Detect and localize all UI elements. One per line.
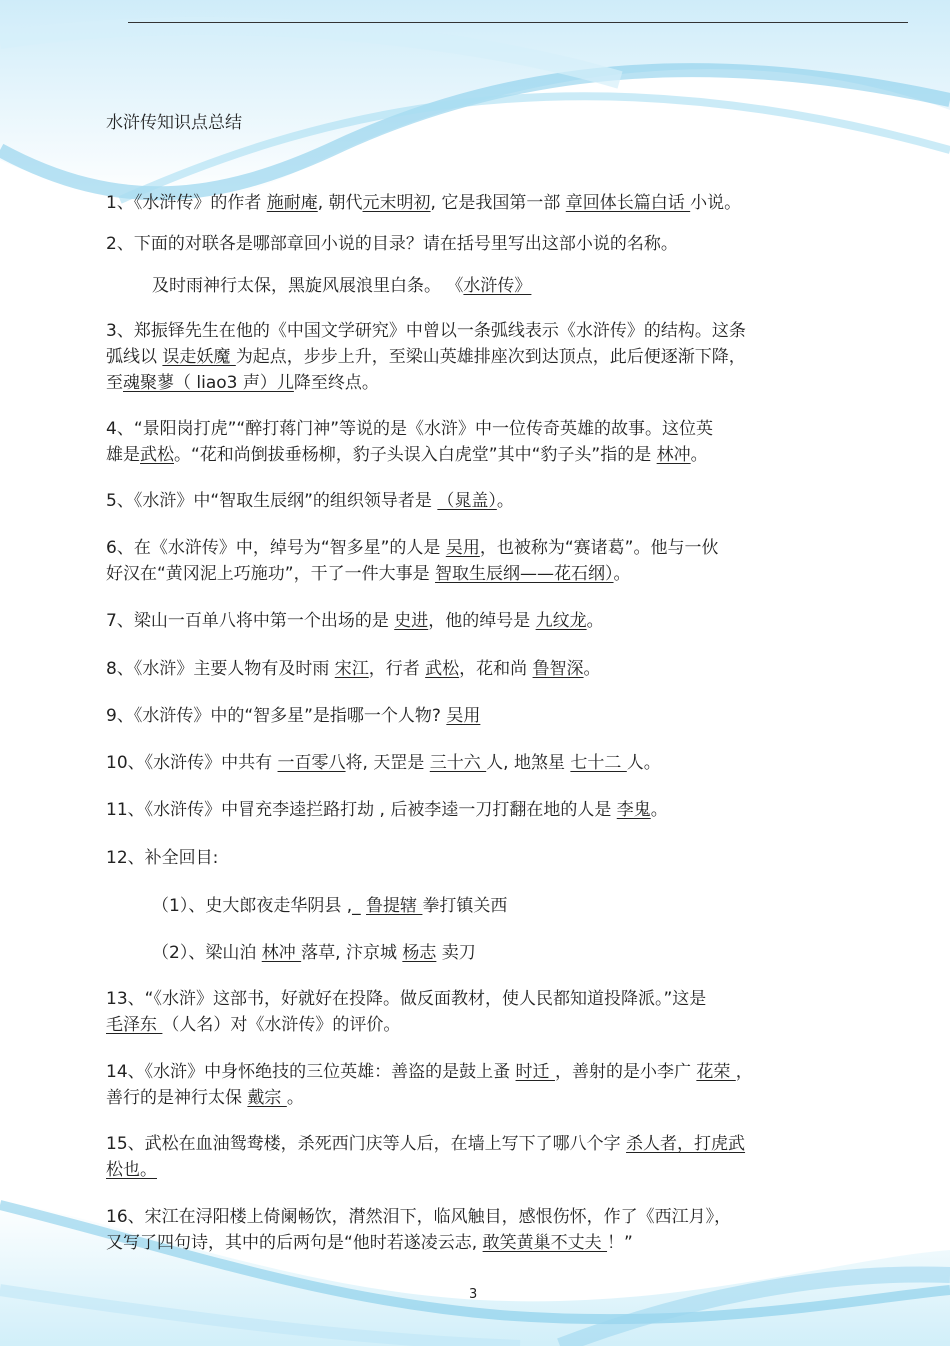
q6-text-2: ，也被称为“赛诸葛”。他与一伙 <box>479 538 719 558</box>
q7-answer-2: 九纹龙 <box>535 611 587 631</box>
question-10 <box>106 750 826 776</box>
q12a-answer: 鲁提辖 <box>366 896 423 916</box>
q16-line-1: 16、宋江在浔阳楼上倚阑畅饮，潸然泪下，临风触目，感恨伤怀，作了《西江月》， <box>106 1207 732 1227</box>
q8-text-2: ，行者 <box>368 659 426 679</box>
q10-text-4: 人。 <box>626 753 661 773</box>
question-2: 2、下面的对联各是哪部章回小说的目录？请在括号里写出这部小说的名称。 <box>106 234 678 254</box>
q6-text-3: 好汉在“黄冈泥上巧施功”，干了一件大事是 <box>106 564 436 584</box>
q12b-text-1: （2）、梁山泊 <box>152 943 262 963</box>
q15-line-2 <box>106 1157 826 1183</box>
q6-line-1 <box>106 535 826 561</box>
q14-answer-3: 戴宗 <box>247 1088 287 1108</box>
q2-answer: 水浒传》 <box>463 276 532 296</box>
question-4 <box>106 416 826 468</box>
q5-answer: （晁盖） <box>437 491 497 511</box>
q3-line-3 <box>106 370 826 396</box>
q3-text-3: 至 <box>106 373 123 393</box>
document-title: 水浒传知识点总结 <box>106 113 242 133</box>
q16-line-2 <box>106 1230 826 1256</box>
q12b-answer-1: 林冲 <box>261 943 302 963</box>
q14-text-3: ， <box>735 1062 753 1082</box>
q8-text-3: ，花和尚 <box>459 659 533 679</box>
q4-text-3: 。 <box>690 445 708 465</box>
q16-answer: 敢笑黄巢不丈夫 <box>482 1233 608 1253</box>
q3-answer-end: 魂聚蓼（ liao3 声）儿 <box>123 373 294 393</box>
q14-answer-1: 时迁 <box>515 1062 555 1082</box>
q3-text-2: 为起点，步步上升，至梁山英雄排座次到达顶点，此后便逐渐下降， <box>235 347 746 367</box>
q12a-text-2: 拳打镇关西 <box>422 896 508 916</box>
q7-text-2: ，他的绰号是 <box>428 611 536 631</box>
question-12-item-1 <box>152 893 872 919</box>
question-15 <box>106 1131 826 1183</box>
q15-answer-1: 杀人者，打虎武 <box>626 1134 746 1154</box>
q3-text-1: 弧线以 <box>106 347 163 367</box>
question-16 <box>106 1204 826 1256</box>
question-13 <box>106 986 826 1038</box>
q8-text-1: 8、《水浒》主要人物有及时雨 <box>106 659 335 679</box>
q12b-text-3: 卖刀 <box>436 943 476 963</box>
q3-text-4: 降至终点。 <box>293 373 379 393</box>
q11-answer: 李鬼 <box>616 800 651 820</box>
q15-answer-2: 松也。 <box>106 1160 157 1180</box>
q4-answer-1: 武松 <box>140 445 174 465</box>
q14-line-2 <box>106 1085 826 1111</box>
q15-text-1: 15、武松在血油鸳鸯楼，杀死西门庆等人后，在墙上写下了哪八个字 <box>106 1134 627 1154</box>
question-12-item-2 <box>152 940 872 966</box>
question-14 <box>106 1059 826 1111</box>
q1-text-3: , 它是我国第一部 <box>430 193 566 213</box>
q2-couplet-text: 及时雨神行太保，黑旋风展浪里白条。 《 <box>152 276 464 296</box>
q10-text-2: 将, 天罡是 <box>345 753 430 773</box>
q14-text-5: 。 <box>286 1088 304 1108</box>
q6-answer-1: 吴用 <box>445 538 480 558</box>
q16-text-1: 又写了四句诗，其中的后两句是“他时若遂凌云志, <box>106 1233 483 1253</box>
q1-text-1: 1、《水浒传》的作者 <box>106 193 267 213</box>
q10-text-1: 10、《水浒传》中共有 <box>106 753 278 773</box>
q11-text-1: 11、《水浒传》中冒充李逵拦路打劫 , 后被李逵一刀打翻在地的人是 <box>106 800 617 820</box>
q6-text-4: 。 <box>613 564 631 584</box>
q13-line-2 <box>106 1012 826 1038</box>
q1-answer-dynasty: 元末明初 <box>362 193 431 213</box>
q7-text-1: 7、梁山一百单八将中第一个出场的是 <box>106 611 395 631</box>
q3-line-1: 3、郑振铎先生在他的《中国文学研究》中曾以一条弧线表示《水浒传》的结构。这条 <box>106 321 746 341</box>
question-11 <box>106 797 826 823</box>
q4-text-1: 雄是 <box>106 445 140 465</box>
q11-text-2: 。 <box>650 800 668 820</box>
q1-answer-author: 施耐庵 <box>266 193 318 213</box>
q4-text-2: 。“花和尚倒拔垂杨柳，豹子头误入白虎堂”其中“豹子头”指的是 <box>174 445 657 465</box>
q13-line-1: 13、“《水浒》这部书，好就好在投降。做反面教材，使人民都知道投降派。”这是 <box>106 989 707 1009</box>
q10-answer-2: 三十六 <box>429 753 487 773</box>
q8-answer-3: 鲁智深 <box>532 659 584 679</box>
q4-line-1: 4、“景阳岗打虎”“醉打蒋门神”等说的是《水浒》中一位传奇英雄的故事。这位英 <box>106 419 714 439</box>
q6-text-1: 6、在《水浒传》中，绰号为“智多星”的人是 <box>106 538 446 558</box>
q7-text-3: 。 <box>586 611 604 631</box>
q12b-text-2: 落草, 汴京城 <box>301 943 403 963</box>
q4-answer-2: 林冲 <box>656 445 691 465</box>
q9-answer: 吴用 <box>446 706 481 726</box>
q9-text-1: 9、《水浒传》中的“智多星”是指哪一个人物? <box>106 706 447 726</box>
q14-text-1: 14、《水浒》中身怀绝技的三位英雄：善盗的是鼓上蚤 <box>106 1062 516 1082</box>
q6-line-2 <box>106 561 826 587</box>
q7-answer-1: 史进 <box>394 611 429 631</box>
page-number: 3 <box>469 1287 478 1302</box>
q8-answer-2: 武松 <box>425 659 460 679</box>
q8-text-4: 。 <box>583 659 601 679</box>
q13-answer: 毛泽东 <box>106 1015 163 1035</box>
question-9 <box>106 703 826 729</box>
q5-text-2: 。 <box>496 491 514 511</box>
question-7 <box>106 608 826 634</box>
q5-text-1: 5、《水浒》中“智取生辰纲”的组织领导者是 <box>106 491 438 511</box>
q14-answer-2: 花荣 <box>696 1062 736 1082</box>
q10-answer-3: 七十二 <box>570 753 627 773</box>
question-1 <box>106 190 826 216</box>
q14-line-1 <box>106 1059 826 1085</box>
q1-text-4: 小说。 <box>690 193 742 213</box>
q15-line-1 <box>106 1131 826 1157</box>
q16-text-2: ！” <box>607 1233 633 1253</box>
q3-line-2 <box>106 344 826 370</box>
question-5 <box>106 488 826 514</box>
q1-answer-genre: 章回体长篇白话 <box>565 193 691 213</box>
question-8 <box>106 656 826 682</box>
q14-text-2: ，善射的是小李广 <box>554 1062 697 1082</box>
q3-answer-start: 误走妖魔 <box>162 347 236 367</box>
q10-answer-1: 一百零八 <box>277 753 346 773</box>
q14-text-4: 善行的是神行太保 <box>106 1088 248 1108</box>
question-12: 12、补全回目: <box>106 848 219 868</box>
question-3 <box>106 318 826 396</box>
q8-answer-1: 宋江 <box>334 659 369 679</box>
q6-answer-2: 智取生辰纲——花石纲） <box>435 564 614 584</box>
header-rule <box>128 22 908 23</box>
q10-text-3: 人, 地煞星 <box>486 753 571 773</box>
q12b-answer-2: 杨志 <box>402 943 437 963</box>
q12a-text-1: （1）、史大郎夜走华阴县 ,_ <box>152 896 367 916</box>
question-6 <box>106 535 826 587</box>
q13-text-1: （人名）对《水浒传》的评价。 <box>162 1015 401 1035</box>
question-2-couplet <box>152 273 872 299</box>
q4-line-2 <box>106 442 826 468</box>
q1-text-2: , 朝代 <box>317 193 363 213</box>
